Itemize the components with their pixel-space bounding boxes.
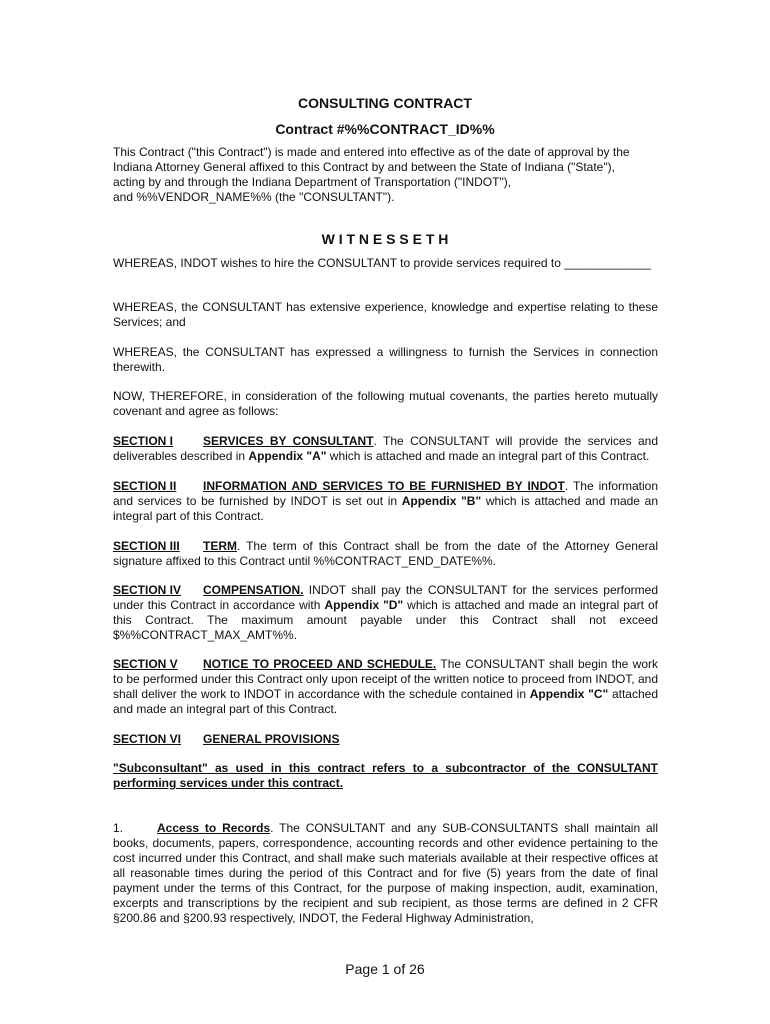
provision-1: [113, 821, 658, 926]
section-text: The CONSULTANT shall begin the work to be performed under this Contract only upon receipt of the written notice to proceed from INDOT, and shall deliver the work to INDOT in accordance with the schedule contained in: [113, 657, 658, 701]
section-heading: NOTICE TO PROCEED AND SCHEDULE.: [203, 657, 437, 671]
provision-heading: Access to Records: [157, 821, 271, 835]
section-label: SECTION IV: [113, 583, 182, 597]
section-5: [113, 657, 658, 717]
section-label: SECTION VI: [113, 732, 182, 746]
section-text: . The information and services to be furnished by INDOT is set out in: [113, 479, 659, 508]
section-text: attached and made an integral part of this Contract.: [113, 687, 659, 716]
intro-paragraph: [113, 145, 658, 205]
intro-line: acting by and through the Indiana Department of Transportation ("INDOT"),: [113, 175, 512, 189]
appendix-reference: Appendix "B": [401, 494, 482, 508]
provision-number: 1.: [113, 821, 124, 835]
appendix-reference: Appendix "A": [248, 449, 327, 463]
section-3: [113, 539, 658, 569]
appendix-reference: Appendix "C": [529, 687, 609, 701]
section-heading: GENERAL PROVISIONS: [203, 732, 340, 746]
page-number-footer: Page 1 of 26: [345, 961, 425, 977]
provision-text: . The CONSULTANT and any SUB-CONSULTANTS shall maintain all books, documents, papers, correspondence, accounting records and other evidence pertaining to the cost incurred under this Contract, and shall make such materials available at their respective offices at all reasonable times during the period of this Contract and for five (5) years from the date of final payment under the terms of this Contract, for the purpose of making inspection, audit, examination, excerpts and transcriptions by the recipient and sub recipient, as those terms are defined in 2 CFR §200.86 and §200.93 respectively, INDOT, the Federal Highway Administration,: [113, 821, 659, 925]
section-text: which is attached and made an integral part of this Contract.: [326, 449, 650, 463]
intro-line: and %%VENDOR_NAME%% (the "CONSULTANT").: [113, 190, 395, 204]
section-heading: SERVICES BY CONSULTANT: [203, 434, 374, 448]
section-heading: INFORMATION AND SERVICES TO BE FURNISHED BY INDOT: [203, 479, 565, 493]
contract-number: Contract #%%CONTRACT_ID%%: [275, 121, 495, 137]
section-text: . The CONSULTANT will provide the services and deliverables described in: [113, 434, 658, 463]
section-label: SECTION II: [113, 479, 177, 493]
section-2: [113, 479, 658, 524]
document-title: CONSULTING CONTRACT: [298, 95, 472, 111]
section-label: SECTION V: [113, 657, 178, 671]
section-text: INDOT shall pay the CONSULTANT for the services performed under this Contract in accordance with: [113, 583, 658, 612]
section-heading: TERM: [203, 539, 237, 553]
section-label: SECTION I: [113, 434, 174, 448]
witnesseth-heading: W I T N E S S E T H: [321, 231, 449, 247]
intro-line: Indiana Attorney General affixed to this Contract by and between the State of Indiana ("State"),: [113, 160, 615, 174]
section-4: [113, 583, 658, 643]
whereas-paragraph-2: WHEREAS, the CONSULTANT has extensive experience, knowledge and expertise relating to these Services; and: [113, 300, 658, 329]
whereas-paragraph-1: WHEREAS, INDOT wishes to hire the CONSULTANT to provide services required to _____________: [113, 256, 652, 270]
section-1: [113, 434, 658, 464]
section-text: which is attached and made an integral part of this Contract. The maximum amount payable under this Contract shall not exceed $%%CONTRACT_MAX_AMT%%.: [113, 598, 658, 642]
whereas-paragraph-3: WHEREAS, the CONSULTANT has expressed a willingness to furnish the Services in connection therewith.: [113, 345, 658, 374]
section-6: [113, 732, 658, 747]
now-therefore-paragraph: NOW, THEREFORE, in consideration of the following mutual covenants, the parties hereto mutually covenant and agree as follows:: [113, 389, 658, 418]
intro-line: This Contract ("this Contract") is made and entered into effective as of the date of approval by the: [113, 145, 630, 159]
section-text: which is attached and made an integral part of this Contract.: [113, 494, 658, 523]
section-text: . The term of this Contract shall be from the date of the Attorney General signature affixed to this Contract until %%CONTRACT_END_DATE%%.: [113, 539, 658, 568]
section-heading: COMPENSATION.: [203, 583, 304, 597]
appendix-reference: Appendix "D": [324, 598, 404, 612]
section-label: SECTION III: [113, 539, 180, 553]
subconsultant-definition: "Subconsultant" as used in this contract refers to a subcontractor of the CONSULTANT performing services under this contract.: [113, 761, 658, 790]
